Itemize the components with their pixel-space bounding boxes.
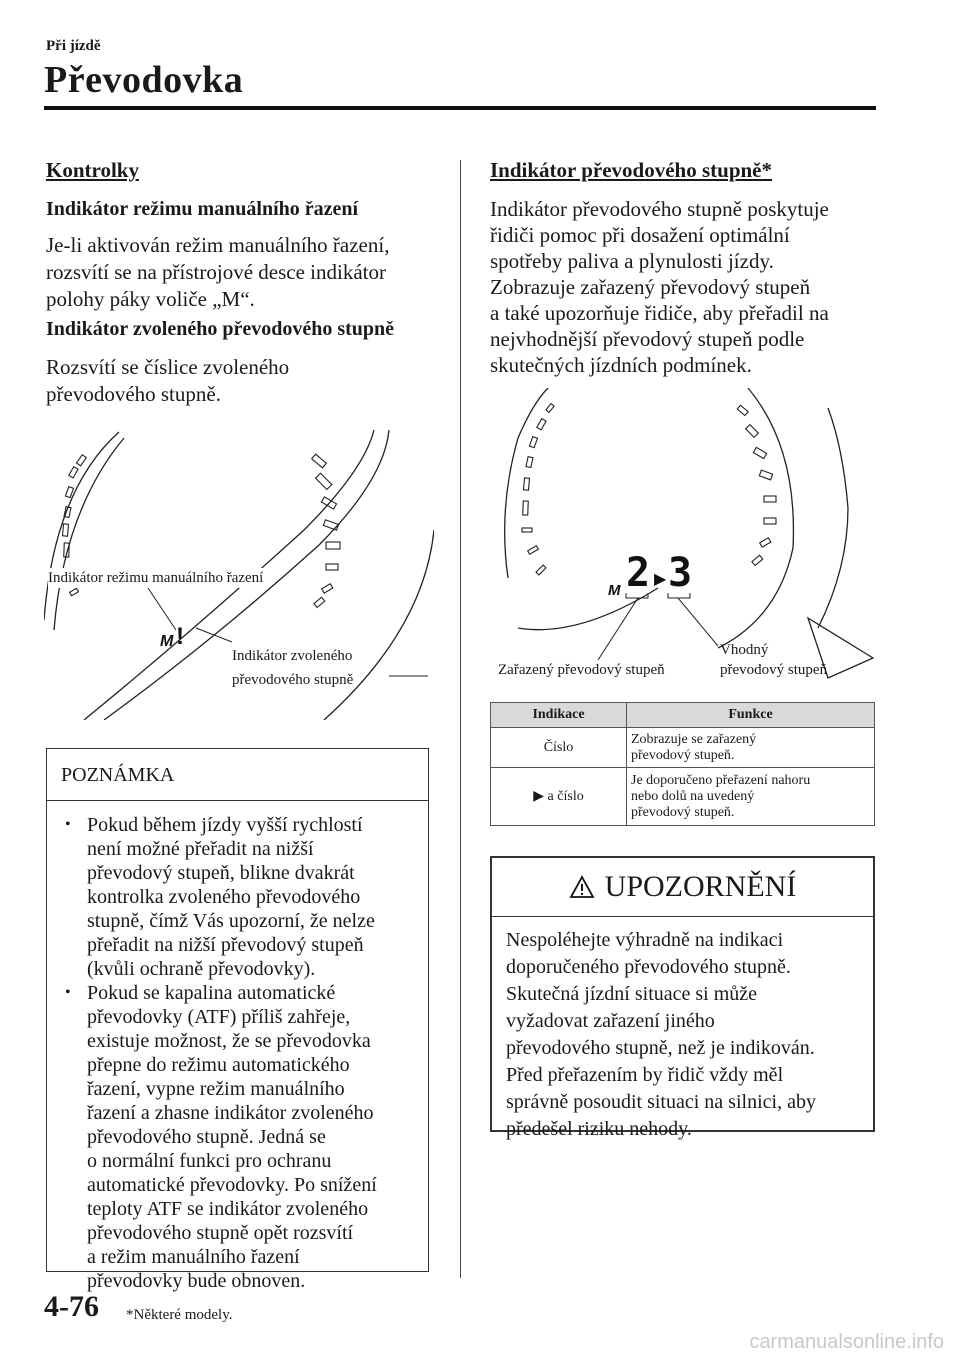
table-row [491, 768, 875, 826]
table-cell-indication: Číslo [491, 728, 627, 768]
indication-table [490, 702, 875, 826]
label-manual-mode-indicator: Indikátor režimu manuálního řazení [48, 570, 264, 586]
heading-gear-indicator: Indikátor převodového stupně* [490, 158, 773, 182]
table-cell-indication: ▶ a číslo [491, 768, 627, 826]
gauge-arc-right-fig-3 [718, 388, 793, 648]
warning-title: UPOZORNĚNÍ [604, 870, 797, 903]
section-label: Při jízdě [46, 38, 101, 54]
gauge-arc-right-outer2 [324, 530, 434, 720]
table-row [491, 728, 875, 768]
subheading-selected-gear: Indikátor zvoleného převodového stupně [46, 318, 395, 340]
label-suggested-gear: Vhodný převodový stupeň [720, 642, 828, 678]
warning-triangle-icon [569, 875, 595, 899]
footnote: *Některé modely. [126, 1307, 233, 1323]
page-number: 4-76 [44, 1290, 99, 1323]
leader-gear [196, 628, 232, 642]
manual-mode-indicator-m: M [160, 633, 174, 650]
warning-box [490, 856, 875, 1140]
subheading-manual-mode: Indikátor režimu manuálního řazení [46, 198, 359, 220]
gauge-arc-right-fig-1 [505, 388, 548, 578]
paragraph-selected-gear: Rozsvítí se číslice zvoleného převodového stupně. [46, 355, 290, 406]
column-divider [460, 160, 461, 1278]
leader-mode [144, 582, 176, 630]
label-current-gear: Zařazený převodový stupeň [498, 662, 665, 678]
upshift-arrow-icon: ▶ [654, 569, 667, 588]
paragraph-gear-indicator: Indikátor převodového stupně poskytuje řidiči pomoc při dosažení optimální spotřeby paliva a plynulosti jízdy. Zobrazuje zařazený převodový stupeň a také upozorňuje řidiče, aby přeřadil na nejvhodnější převodový stupeň podle skutečných jízdních podmínek. [490, 197, 829, 377]
watermark: carmanualsonline.info [749, 1331, 944, 1353]
warning-body: Nespoléhejte výhradně na indikaci doporučeného převodového stupně. Skutečná jízdní situace si může vyžadovat zařazení jiného převodového stupně, než je indikován. Před přeřazením by řidič vždy měl správně posoudit situaci na silnici, aby předešel riziku nehody. [506, 929, 816, 1140]
warning-header [492, 858, 873, 917]
page-title: Převodovka [44, 59, 244, 101]
leader-suggested [678, 598, 718, 646]
table-header-function: Funkce [627, 703, 875, 728]
suggested-gear-indicator: 3 [668, 550, 693, 596]
current-gear-indicator: 2 [626, 550, 651, 596]
label-selected-gear-indicator: Indikátor zvoleného převodového stupně [232, 648, 354, 688]
manual-mode-indicator-m-right: M [608, 582, 621, 599]
table-header-indication: Indikace [491, 703, 627, 728]
note-item-2: • Pokud se kapalina automatické převodovky (ATF) příliš zahřeje, existuje možnost, že se převodovka přepne do režimu automatického řazení, vypne režim manuálního řazení a zhasne indikátor zvoleného převodového stupně. Jedná se o normální funkci pro ochranu automatické převodovky. Po snížení teploty ATF se indikátor zvoleného převodového stupně opět rozsvítí a režim manuálního řazení převodovky bude obnoven. [87, 981, 418, 1293]
note-item-1: • Pokud během jízdy vyšší rychlostí není možné přeřadit na nižší převodový stupeň, blikne dvakrát kontrolka zvoleného převodového stupně, čímž Vás upozorní, že nelze přeřadit na nižší převodový stupeň (kvůli ochraně převodovky). [87, 813, 418, 981]
title-rule [44, 106, 876, 110]
table-cell-function: Je doporučeno přeřazení nahoru nebo dolů na uvedený převodový stupeň. [627, 768, 875, 826]
leader-current [598, 598, 638, 660]
note-box [46, 748, 429, 1292]
gauge-arc-right-fig-4 [818, 408, 848, 628]
heading-kontrolky: Kontrolky [46, 158, 139, 182]
table-cell-function: Zobrazuje se zařazený převodový stupeň. [627, 728, 875, 768]
selected-gear-indicator: ! [176, 623, 184, 650]
paragraph-manual-mode: Je-li aktivován režim manuálního řazení, rozsvítí se na přístrojové desce indikátor polohy páky voliče „M“. [46, 233, 390, 311]
note-title: POZNÁMKA [47, 749, 428, 801]
